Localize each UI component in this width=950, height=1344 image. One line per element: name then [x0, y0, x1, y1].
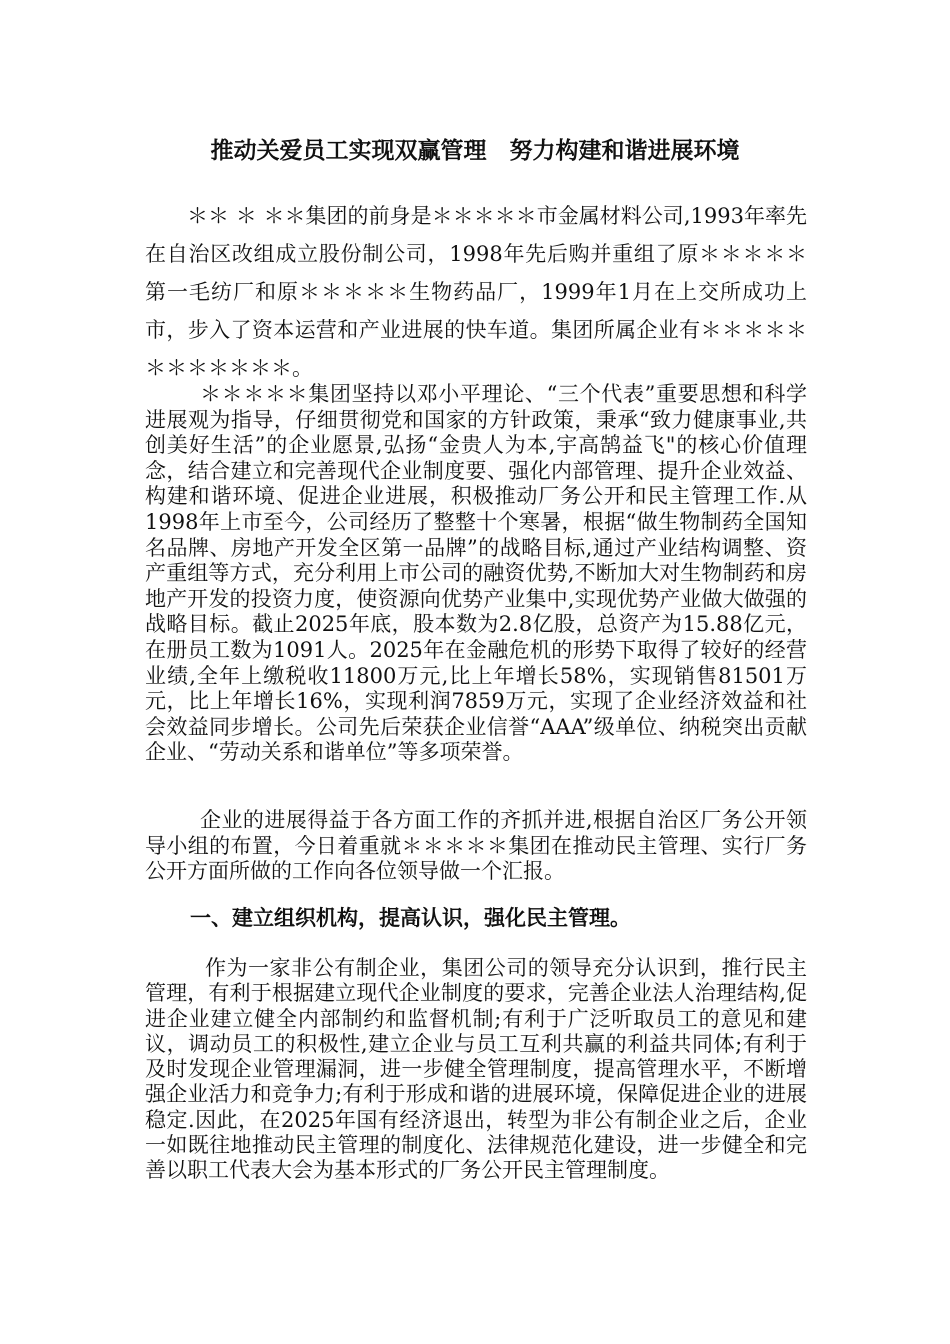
document-title: 推动关爱员工实现双赢管理 努力构建和谐进展环境	[210, 138, 740, 164]
section-heading: 一、建立组织机构，提高认识，强化民主管理。	[190, 906, 631, 930]
section-paragraph: 作为一家非公有制企业，集团公司的领导充分认识到，推行民主管理，有利于根据建立现代企业制度的要求，完善企业法人治理结构,促进企业建立健全内部制约和监督机制;有利于广泛听取员工的意见和建议，调动员工的积极性,建立企业与员工互利共赢的利益共同体;有利于及时发现企业管理漏洞，进一步健全管理制度，提高管理水平，不断增强企业活力和竞争力;有利于形成和谐的进展环境，保障促进企业的进展稳定.因此，在2025年国有经济退出，转型为非公有制企业之后，企业一如既往地推动民主管理的制度化、法律规范化建设，进一步健全和完善以职工代表大会为基本形式的厂务公开民主管理制度。	[145, 956, 807, 1183]
development-paragraph: ＊＊＊＊＊集团坚持以邓小平理论、“三个代表”重要思想和科学进展观为指导，仔细贯彻党和国家的方针政策，秉承“致力健康事业,共创美好生活”的企业愿景,弘扬“金贵人为本,宇高鹄益飞"的核心价值理念，结合建立和完善现代企业制度要、强化内部管理、提升企业效益、构建和谐环境、促进企业进展，积极推动厂务公开和民主管理工作.从1998年上市至今，公司经历了整整十个寒暑，根据“做生物制药全国知名品牌、房地产开发全区第一品牌”的战略目标,通过产业结构调整、资产重组等方式，充分利用上市公司的融资优势,不断加大对生物制药和房地产开发的投资力度，使资源向优势产业集中,实现优势产业做大做强的战略目标。截止2025年底，股本数为2.8亿股，总资产为15.88亿元，在册员工数为1091人。2025年在金融危机的形势下取得了较好的经营业绩,全年上缴税收11800万元,比上年增长58%，实现销售81501万元，比上年增长16%，实现利润7859万元，实现了企业经济效益和社会效益同步增长。公司先后荣获企业信誉“AAA”级单位、纳税突出贡献企业、“劳动关系和谐单位”等多项荣誉。	[145, 382, 807, 765]
report-paragraph: 企业的进展得益于各方面工作的齐抓并进,根据自治区厂务公开领导小组的布置，今日着重就＊＊＊＊＊集团在推动民主管理、实行厂务公开方面所做的工作向各位领导做一个汇报。	[145, 808, 807, 884]
intro-paragraph: ＊＊ ＊ ＊＊集团的前身是＊＊＊＊＊市金属材料公司,1993年率先在自治区改组成立股份制公司，1998年先后购并重组了原＊＊＊＊＊第一毛纺厂和原＊＊＊＊＊生物药品厂，1999年1月在上交所成功上市，步入了资本运营和产业进展的快车道。集团所属企业有＊＊＊＊＊＊＊＊＊＊＊＊。	[145, 204, 807, 380]
